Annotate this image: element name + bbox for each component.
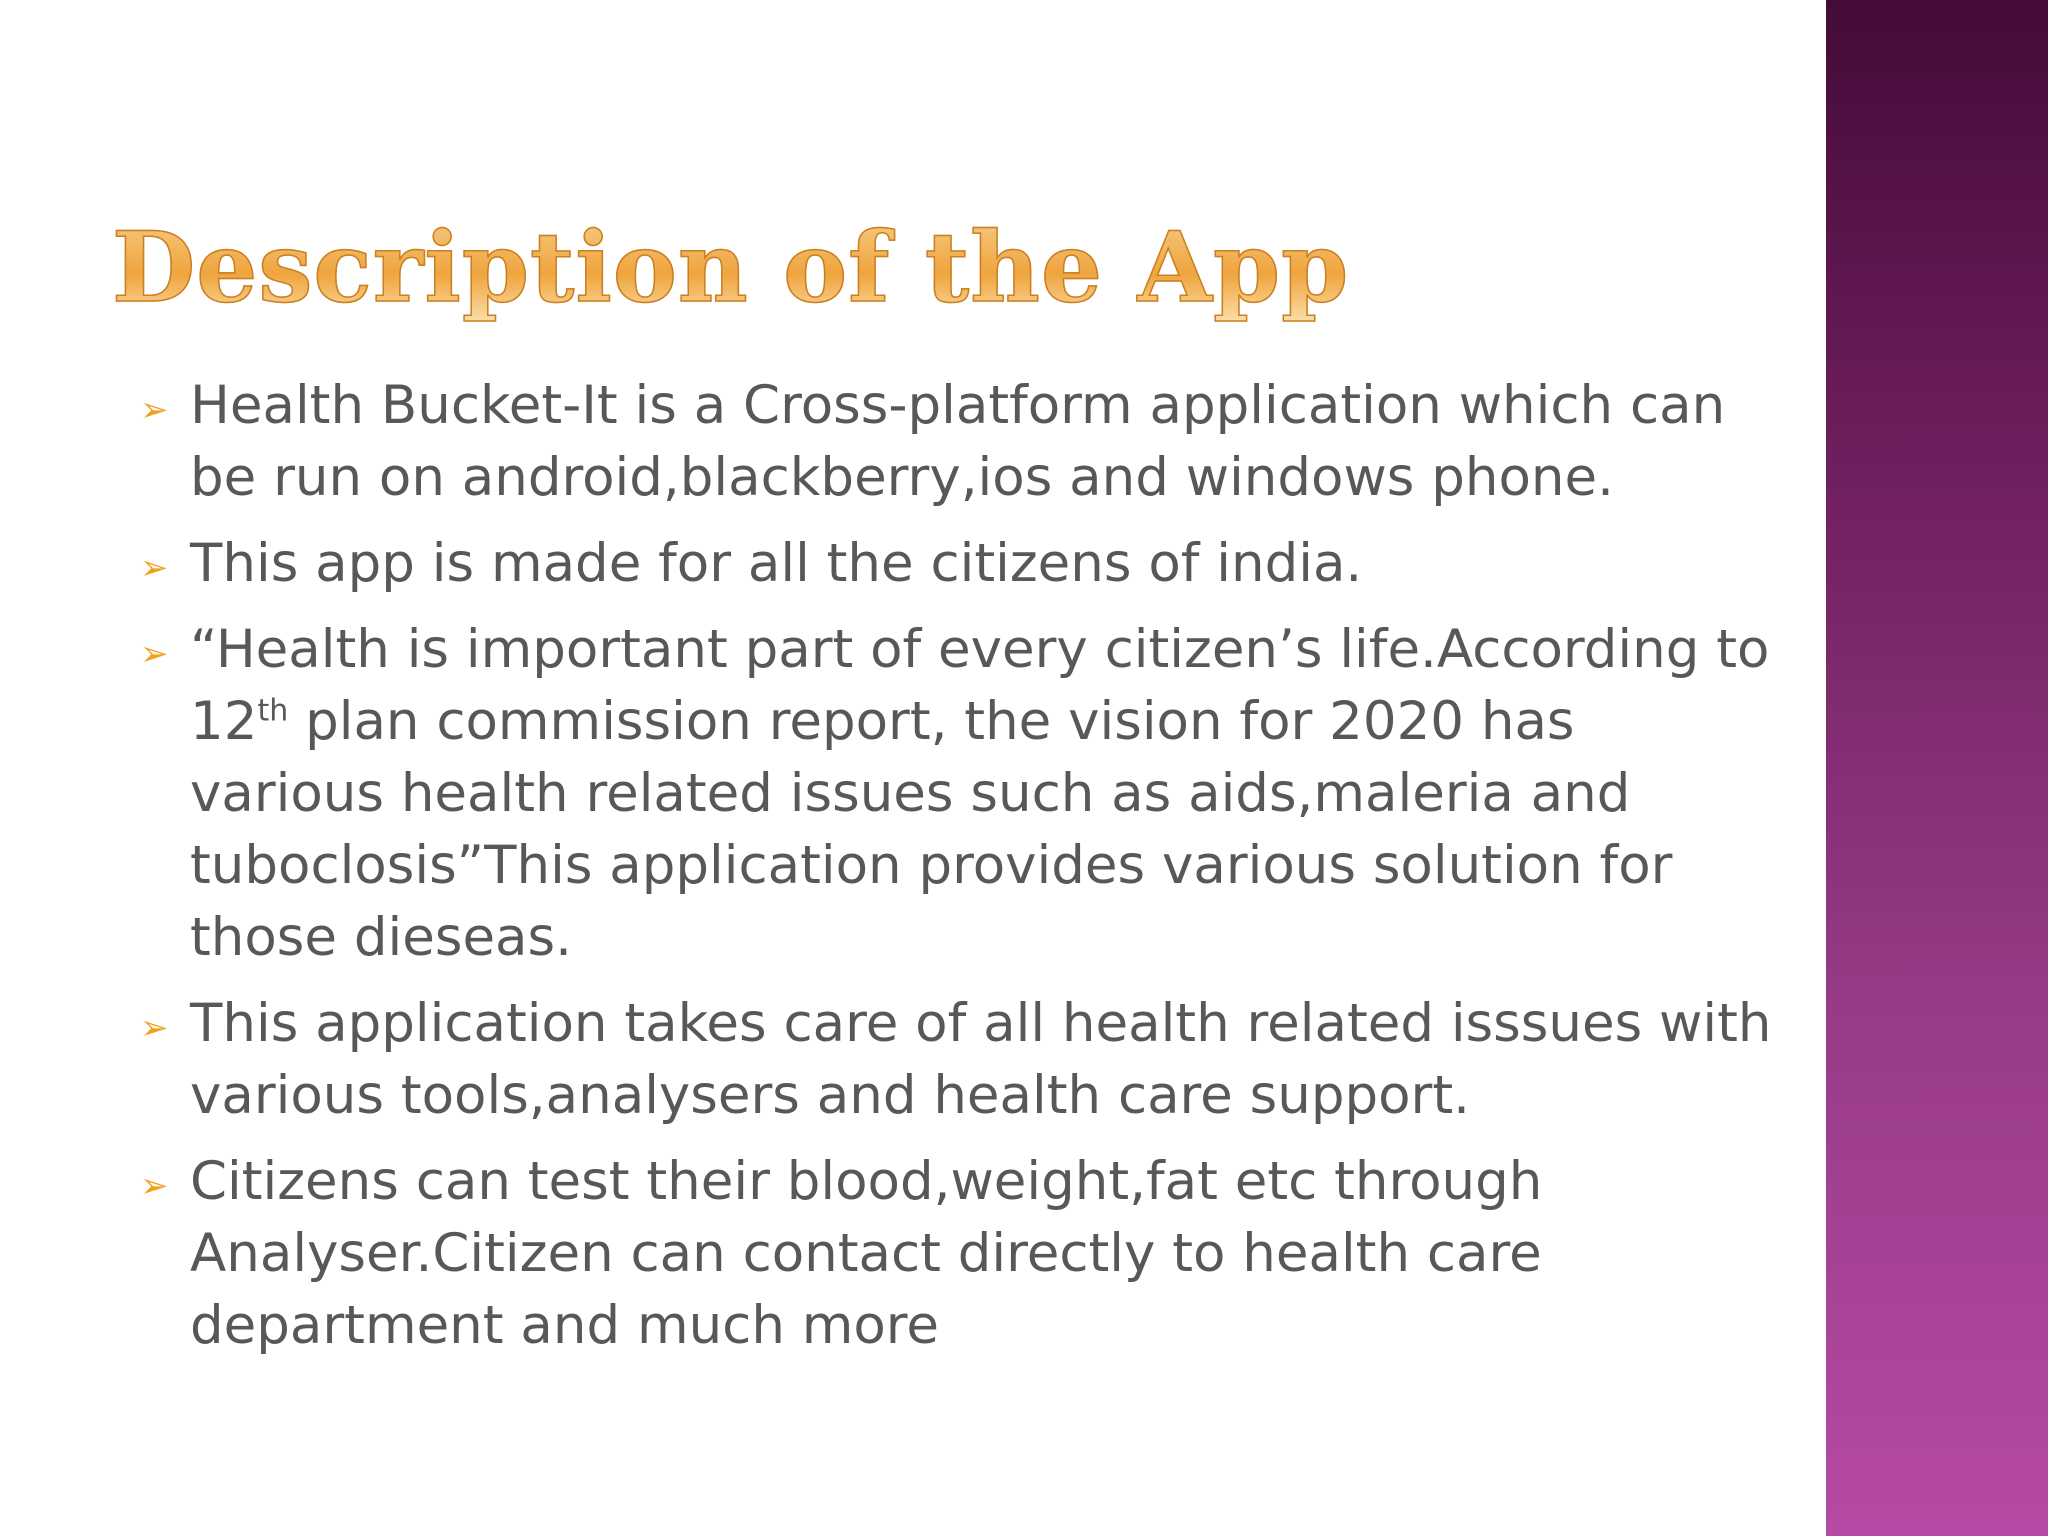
- arrow-bullet-icon: ➢: [140, 390, 169, 430]
- arrow-bullet-icon: ➢: [140, 634, 169, 674]
- bullet-text: Citizens can test their blood,weight,fat etc through Analyser.Citizen can contact directly to health care department and much more: [190, 1151, 1543, 1356]
- bullet-list: [140, 370, 1780, 1376]
- arrow-bullet-icon: ➢: [140, 1166, 169, 1206]
- bullet-item: [140, 1146, 1780, 1362]
- bullet-item: [140, 370, 1780, 514]
- arrow-bullet-icon: ➢: [140, 1008, 169, 1048]
- bullet-text-part1: “Health is important part of every citizen’s life.According to 12: [190, 619, 1770, 752]
- arrow-bullet-icon: ➢: [140, 548, 169, 588]
- bullet-text: This application takes care of all health related isssues with various tools,analysers and health care support.: [190, 993, 1772, 1126]
- bullet-item: [140, 528, 1780, 600]
- bullet-text: Health Bucket-It is a Cross-platform application which can be run on android,blackberry,ios and windows phone.: [190, 375, 1726, 508]
- bullet-text-part2: plan commission report, the vision for 2020 has various health related issues such as aids,maleria and tuboclosis”This application provides various solution for those dieseas.: [190, 691, 1673, 968]
- superscript-th: th: [257, 693, 289, 729]
- bullet-item: [140, 988, 1780, 1132]
- bullet-text: This app is made for all the citizens of india.: [190, 533, 1363, 594]
- slide-title: Description of the App: [112, 208, 1349, 328]
- purple-gradient-sidebar: [1826, 0, 2048, 1536]
- bullet-item: [140, 614, 1780, 974]
